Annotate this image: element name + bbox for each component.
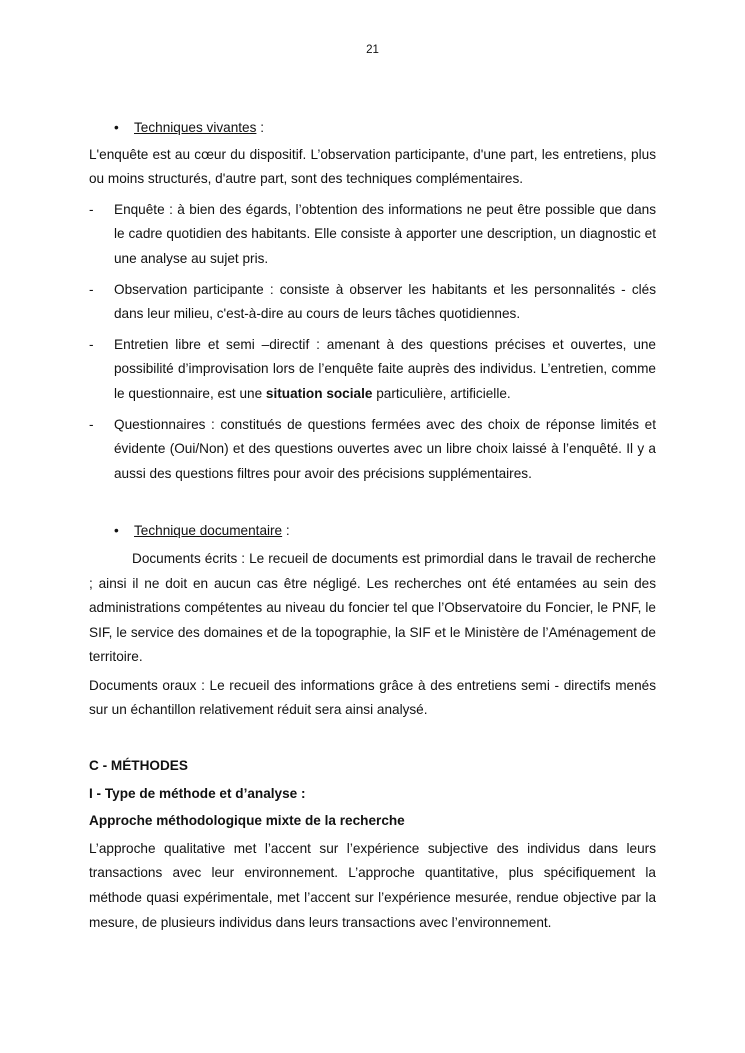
- heading-text: Technique documentaire: [134, 523, 283, 539]
- list-item: [89, 278, 656, 327]
- document-body: [89, 116, 656, 935]
- bullet-icon: •: [114, 120, 119, 135]
- documents-oraux-paragraph: Documents oraux : Le recueil des informations grâce à des entretiens semi - directifs menés sur un échantillon relativement réduit sera ainsi analysé.: [89, 677, 656, 718]
- heading-suffix: :: [282, 523, 290, 539]
- list-item: [89, 413, 656, 487]
- list-item: [89, 333, 656, 407]
- dash-marker: -: [89, 336, 94, 352]
- approach-paragraph: L’approche qualitative met l’accent sur l’expérience subjective des individus dans leurs transactions avec leur environnement. L’approche quantitative, plus spécifiquement la méthode quasi expérimentale, met l’accent sur l’expérience mesurée, rendue objective par la mesure, de plusieurs individus dans leurs transactions avec l’environnement.: [89, 840, 656, 930]
- list-item-text: Enquête : à bien des égards, l’obtention des informations ne peut être possible que dans le cadre quotidien des habitants. Elle consiste à apporter une description, un diagnostic et une analyse au sujet pris.: [114, 201, 656, 266]
- dash-marker: -: [89, 281, 94, 297]
- list-item-text-before: Entretien libre et semi –directif : amenant à des questions précises et ouvertes, une possibilité d’improvisation lors de l’enquête faite auprès des individus. L’entretien, comme le questionnaire, est une: [114, 336, 656, 401]
- list-item-text-after: particulière, artificielle.: [372, 385, 511, 401]
- list-item-bold-text: situation sociale: [265, 385, 373, 401]
- heading-suffix: :: [256, 120, 264, 135]
- methods-heading: C - MÉTHODES: [89, 758, 188, 774]
- mixed-approach-heading: Approche méthodologique mixte de la recherche: [89, 813, 405, 829]
- method-type-heading: I - Type de méthode et d’analyse :: [89, 785, 306, 801]
- section-techniques-vivantes-heading: [89, 116, 656, 141]
- list-item-text: Observation participante : consiste à observer les habitants et les personnalités - clés dans leur milieu, c'est-à-dire au cours de leurs tâches quotidiennes.: [114, 281, 656, 322]
- dash-marker: -: [89, 201, 94, 217]
- heading-text: Techniques vivantes: [134, 120, 257, 135]
- bullet-icon: •: [114, 523, 119, 539]
- list-item-text: Questionnaires : constitués de questions fermées avec des choix de réponse limités et évidente (Oui/Non) et des questions ouvertes avec un libre choix laissé à l’enquêté. Il y a aussi des questions filtres pour avoir des précisions supplémentaires.: [114, 416, 656, 481]
- section-technique-documentaire-heading: [89, 519, 656, 544]
- documents-ecrits-paragraph: Documents écrits : Le recueil de documents est primordial dans le travail de recherche ; ainsi il ne doit en aucun cas être négligé. Les recherches ont été entamées au sein des administrations compétentes au niveau du foncier tel que l’Observatoire du Foncier, le PNF, le SIF, le service des domaines et de la topographie, la SIF et le Ministère de l’Aménagement de territoire.: [89, 550, 656, 665]
- page-number: 21: [366, 44, 379, 56]
- intro-paragraph: L'enquête est au cœur du dispositif. L’observation participante, d'une part, les entretiens, plus ou moins structurés, d'autre part, sont des techniques complémentaires.: [89, 146, 656, 187]
- list-item: [89, 198, 656, 272]
- dash-marker: -: [89, 416, 94, 432]
